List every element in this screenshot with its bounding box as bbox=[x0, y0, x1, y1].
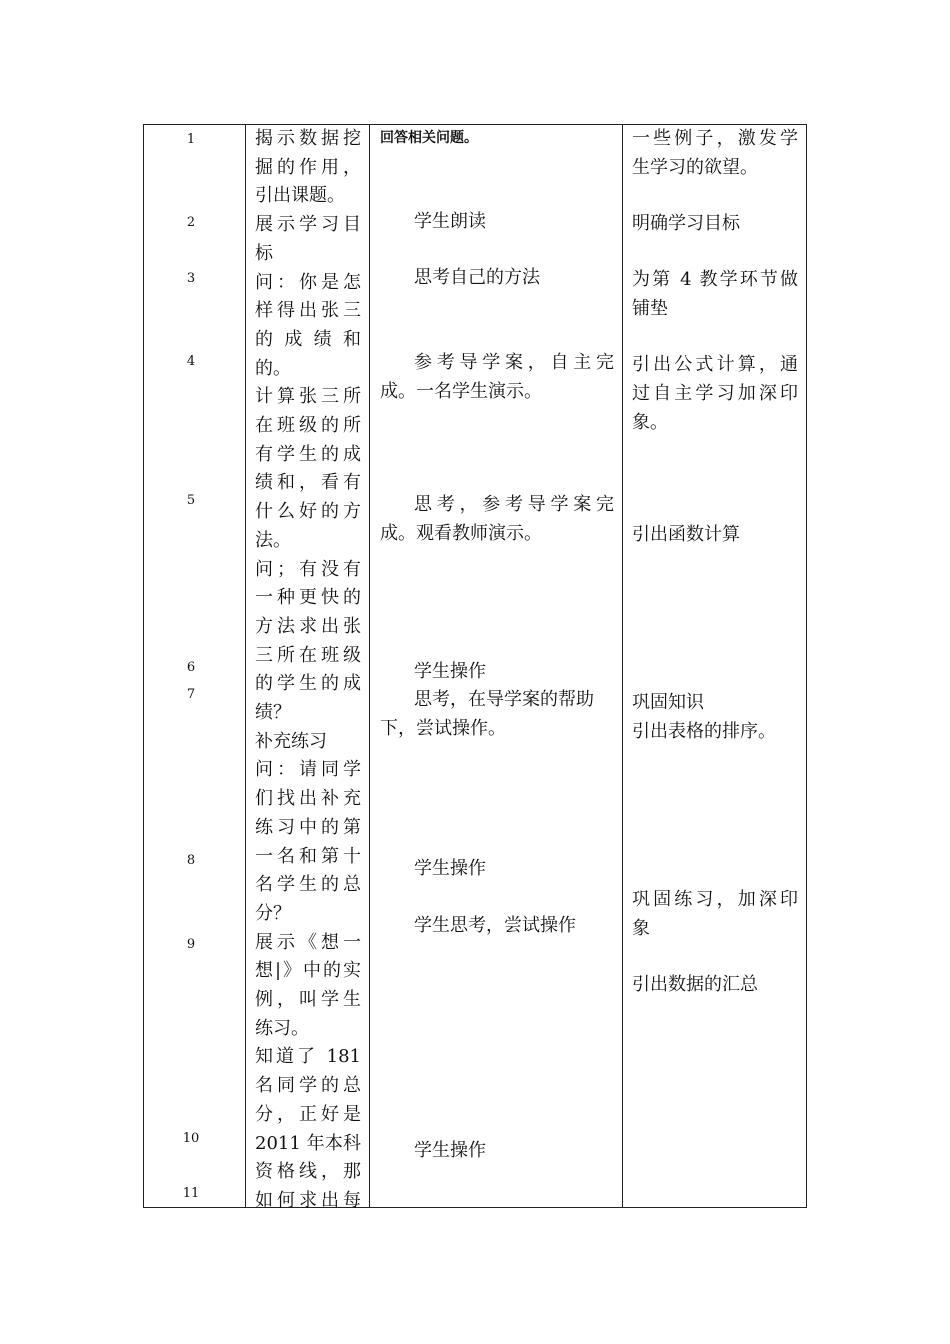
column-divider bbox=[245, 125, 246, 1207]
row-number: 7 bbox=[186, 687, 196, 702]
teacher-activity-line: 展示学习目 bbox=[255, 214, 361, 236]
teacher-activity-line: 分？ bbox=[255, 902, 291, 924]
teacher-activity-line: 展示《想一 bbox=[255, 931, 361, 953]
student-activity-text: 学生思考，尝试操作 bbox=[414, 915, 576, 936]
student-activity-text: 参考导学案，自主完 bbox=[414, 352, 614, 373]
teacher-activity-line: 引出课题。 bbox=[255, 185, 345, 207]
column-divider bbox=[369, 125, 370, 1207]
design-intent-text: 引出表格的排序。 bbox=[632, 721, 776, 742]
teacher-activity-line: 计算张三所 bbox=[255, 386, 361, 408]
design-intent-text: 引出公式计算，通 bbox=[632, 354, 798, 375]
design-intent-text: 引出数据的汇总 bbox=[632, 974, 758, 995]
teacher-activity-line: 的学生的成 bbox=[255, 673, 361, 695]
student-activity-text: 学生操作 bbox=[414, 858, 486, 879]
design-intent-text: 引出函数计算 bbox=[632, 524, 740, 545]
teacher-activity-line: 掘的作用， bbox=[255, 156, 361, 178]
design-intent-text: 铺垫 bbox=[632, 298, 668, 319]
teacher-activity-line: 什么好的方 bbox=[255, 501, 361, 523]
teacher-activity-line: 标 bbox=[255, 242, 273, 264]
teacher-activity-line: 在班级的所 bbox=[255, 415, 361, 436]
teacher-activity-line: 法。 bbox=[255, 529, 291, 551]
design-intent-text: 象。 bbox=[632, 412, 668, 433]
row-number: 11 bbox=[182, 1186, 200, 1201]
teacher-activity-line: 问：请同学 bbox=[255, 759, 361, 781]
teacher-activity-line: 们找出补充 bbox=[255, 788, 361, 810]
student-activity-text: 成。一名学生演示。 bbox=[380, 381, 542, 402]
design-intent-text: 巩固练习，加深印 bbox=[632, 889, 798, 910]
teacher-activity-line: 问：你是怎 bbox=[255, 271, 361, 293]
design-intent-text: 生学习的欲望。 bbox=[632, 157, 758, 178]
design-intent-text: 过自主学习加深印 bbox=[632, 383, 798, 404]
teacher-activity-line: 一名和第十 bbox=[255, 845, 361, 867]
student-activity-text: 回答相关问题。 bbox=[380, 130, 478, 146]
teacher-activity-line: 练习中的第 bbox=[255, 816, 361, 838]
teacher-activity-line: 例，叫学生 bbox=[255, 989, 361, 1010]
student-activity-text: 学生操作 bbox=[414, 661, 486, 682]
teacher-activity-line: 一种更快的 bbox=[255, 587, 361, 609]
student-activity-text: 成。观看教师演示。 bbox=[380, 523, 542, 544]
row-number: 3 bbox=[186, 271, 196, 286]
teacher-activity-line: 样得出张三 bbox=[255, 300, 361, 322]
teacher-activity-line: 名同学的总 bbox=[255, 1075, 361, 1097]
student-activity-text: 思考，在导学案的帮助 bbox=[414, 689, 594, 710]
teacher-activity-line: 名学生的总 bbox=[255, 874, 361, 896]
teacher-activity-line: 揭示数据挖 bbox=[255, 128, 361, 149]
teacher-activity-line: 资格线，那 bbox=[255, 1161, 361, 1183]
row-number: 10 bbox=[182, 1131, 200, 1146]
teacher-activity-line: 绩？ bbox=[255, 702, 291, 723]
row-number: 1 bbox=[186, 132, 196, 147]
row-number: 2 bbox=[186, 215, 196, 230]
teacher-activity-line: 想|》中的实 bbox=[255, 960, 361, 982]
design-intent-text: 一些例子，激发学 bbox=[632, 128, 798, 149]
column-divider bbox=[622, 125, 623, 1207]
teacher-activity-line: 的。 bbox=[255, 357, 291, 379]
teacher-activity-line: 知道了 181 bbox=[255, 1046, 361, 1068]
row-number: 8 bbox=[186, 853, 196, 868]
student-activity-text: 思考自己的方法 bbox=[414, 267, 540, 288]
design-intent-text: 明确学习目标 bbox=[632, 213, 740, 234]
teacher-activity-line: 补充练习 bbox=[255, 730, 327, 752]
student-activity-text: 思考，参考导学案完 bbox=[414, 494, 614, 515]
student-activity-text: 学生朗读 bbox=[414, 211, 486, 232]
student-activity-text: 学生操作 bbox=[414, 1140, 486, 1161]
row-number: 9 bbox=[186, 937, 196, 952]
design-intent-text: 为第 4 教学环节做 bbox=[632, 269, 798, 290]
teacher-activity-line: 绩和，看有 bbox=[255, 472, 361, 494]
teacher-activity-line: 有学生的成 bbox=[255, 443, 361, 465]
student-activity-text: 下，尝试操作。 bbox=[380, 718, 506, 739]
row-number: 4 bbox=[186, 354, 196, 369]
design-intent-text: 象 bbox=[632, 918, 650, 939]
teacher-activity-line: 练习。 bbox=[255, 1017, 309, 1039]
teacher-activity-line: 如何求出每 bbox=[255, 1189, 361, 1211]
row-number: 6 bbox=[186, 660, 196, 675]
teacher-activity-line: 方法求出张 bbox=[255, 615, 361, 637]
row-number: 5 bbox=[186, 493, 196, 508]
teacher-activity-line: 的成绩和 bbox=[255, 328, 361, 350]
teacher-activity-line: 2011 年本科 bbox=[255, 1132, 361, 1154]
teacher-activity-line: 分，正好是 bbox=[255, 1103, 361, 1125]
design-intent-text: 巩固知识 bbox=[632, 692, 704, 713]
teacher-activity-line: 三所在班级 bbox=[255, 644, 361, 666]
teacher-activity-line: 问；有没有 bbox=[255, 558, 361, 580]
